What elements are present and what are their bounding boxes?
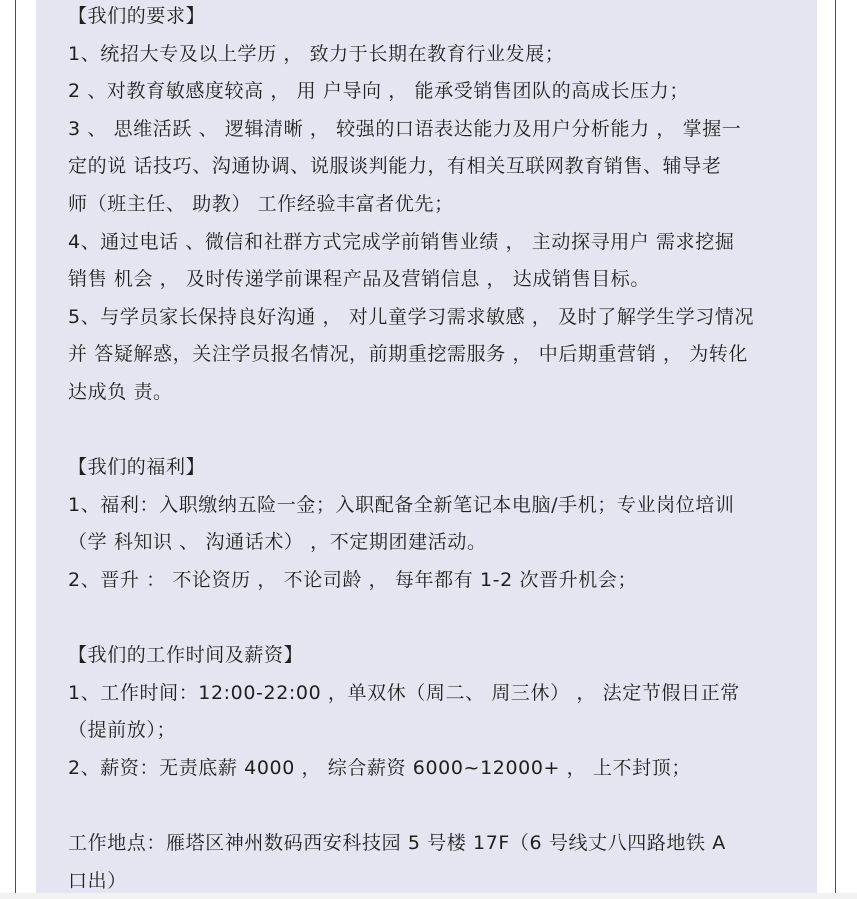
right-border-line <box>835 0 836 899</box>
spacer <box>68 787 808 825</box>
section-heading-requirements: 【我们的要求】 <box>68 5 206 27</box>
benefit-line: 2、晋升 ： 不论资历 ， 不论司龄 ， 每年都有 1-2 次晋升机会； <box>68 568 638 591</box>
posting-text <box>68 0 808 899</box>
hours-salary-line: 2、薪资：无责底薪 4000 ， 综合薪资 6000~12000+ ， 上不封顶； <box>68 756 691 779</box>
requirement-line: 定的说 话技巧、沟通协调、说服谈判能力，有相关互联网教育销售、辅导老 <box>68 155 722 178</box>
section-heading-benefits: 【我们的福利】 <box>68 456 206 479</box>
requirement-line: 3 、 思维活跃 、 逻辑清晰 ， 较强的口语表达能力及用户分析能力 ， 掌握一 <box>68 117 742 140</box>
location-line: 工作地点：雁塔区神州数码西安科技园 5 号楼 17F（6 号线丈八四路地铁 A <box>68 832 726 855</box>
requirement-line: 5、与学员家长保持良好沟通 ， 对儿童学习需求敏感 ， 及时了解学生学习情况 <box>68 305 755 328</box>
benefit-line: （学 科知识 、 沟通话术） ，不定期团建活动。 <box>68 531 487 554</box>
requirement-line: 并 答疑解惑，关注学员报名情况，前期重挖需服务 ， 中后期重营销 ， 为转化 <box>68 343 748 366</box>
requirement-line: 2 、对教育敏感度较高 ， 用 户导向 ， 能承受销售团队的高成长压力； <box>68 80 689 103</box>
requirement-line: 师（班主任、 助教） 工作经验丰富者优先； <box>68 192 454 215</box>
spacer <box>68 600 808 638</box>
location-line: 口出） <box>68 869 127 892</box>
benefit-line: 1、福利：入职缴纳五险一金；入职配备全新笔记本电脑/手机；专业岗位培训 <box>68 493 735 516</box>
requirement-line: 1、统招大专及以上学历 ， 致力于长期在教育行业发展； <box>68 42 565 65</box>
requirement-line: 达成负 责。 <box>68 380 173 403</box>
spacer <box>68 412 808 450</box>
requirement-line: 4、通过电话 、微信和社群方式完成学前销售业绩 ， 主动探寻用户 需求挖掘 <box>68 230 735 253</box>
left-border-line <box>15 0 16 899</box>
requirement-line: 销售 机会 ， 及时传递学前课程产品及营销信息 ， 达成销售目标。 <box>68 268 650 291</box>
hours-salary-line: 1、工作时间：12:00-22:00 ，单双休（周二、 周三休） ， 法定节假日正常 <box>68 681 740 704</box>
hours-salary-line: （提前放）； <box>68 719 177 742</box>
section-heading-hours-salary: 【我们的工作时间及薪资】 <box>68 644 304 667</box>
